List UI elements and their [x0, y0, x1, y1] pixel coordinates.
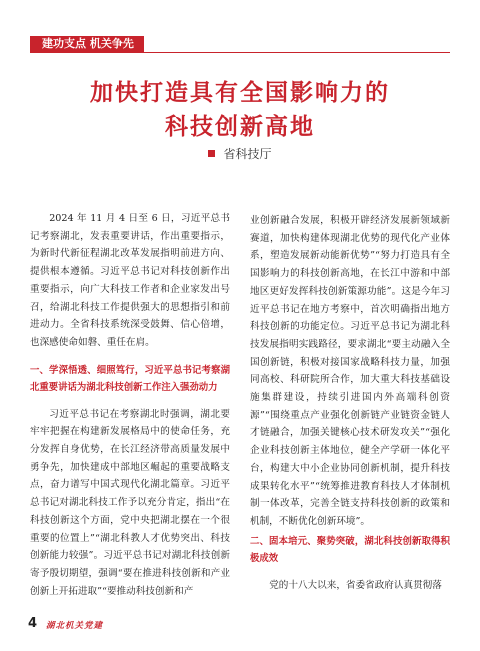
right-column	[250, 212, 450, 594]
author-name: 省科技厅	[223, 147, 272, 161]
left-column	[30, 210, 230, 600]
page-number: 4	[28, 616, 38, 631]
section-heading-2: 二、固本培元、聚势突破，湖北科技创新取得积极成效	[250, 535, 450, 564]
title-line-2: 科技创新高地	[165, 113, 315, 140]
article-title	[0, 76, 480, 144]
title-line-1: 加快打造具有全国影响力的	[90, 79, 390, 106]
section-heading-1: 一、学深悟透、细照笃行，习近平总书记考察湖北重要讲话为湖北科技创新工作注入强劲动力	[30, 364, 230, 393]
author-line	[0, 146, 480, 162]
section-rule	[30, 52, 450, 53]
square-bullet-icon	[208, 150, 215, 157]
body-paragraph: 2024 年 11 月 4 日至 6 日，习近平总书记考察湖北，发表重要讲话，作出重要指示，为新时代新征程湖北改革发展指明前进方向、提供根本遵循。习近平总书记对科技创新作出重要指示，向广大科技工作者和企业家发出号召，给湖北科技工作提供强大的思想指引和前进动力。全省科技系统深受鼓舞、信心倍增，也深感使命如磐、重任在肩。	[30, 213, 230, 348]
section-tag: 建功支点 机关争先	[30, 36, 144, 52]
body-paragraph: 党的十八大以来，省委省政府认真贯彻落	[269, 579, 442, 591]
body-paragraph: 业创新融合发展，积极开辟经济发展新领域新赛道，加快构建体现湖北优势的现代化产业体系，塑造发展新动能新优势”“努力打造具有全国影响力的科技创新高地，在长江中游和中部地区更好发挥科技创新策源功能”。这是今年习近平总书记在地方考察中，首次明确指出地方科技创新的功能定位。习近平总书记为湖北科技发展指明实践路径，要求湖北“要主动融入全国创新链，积极对接国家战略科技力量，加强同高校、科研院所合作，加大重大科技基础设施集群建设，持续引进国内外高端科创资源”“围绕重点产业强化创新链产业链资金链人才链融合，加强关键核心技术研发攻关”“强化企业科技创新主体地位，健全产学研一体化平台，构建大中小企业协同创新机制，提升科技成果转化水平”“统筹推进教育科技人才体制机制一体改革，完善全链支持科技创新的政策和机制，不断优化创新环境”。	[250, 215, 450, 527]
body-paragraph: 习近平总书记在考察湖北时强调，湖北要牢牢把握在构建新发展格局中的使命任务，充分发挥自身优势，在长江经济带高质量发展中勇争先，加快建成中部地区崛起的重要战略支点，奋力谱写中国式现代化湖北篇章。习近平总书记对湖北科技工作予以充分肯定，指出“在科技创新这个方面，党中央把湖北摆在一个很重要的位置上”“湖北科教人才优势突出、科技创新能力较强”。习近平总书记对湖北科技创新寄予殷切期望，强调“要在推进科技创新和产业创新上开拓进取”“要推动科技创新和产	[30, 408, 230, 597]
magazine-brand: 湖北机关党建	[46, 621, 104, 631]
